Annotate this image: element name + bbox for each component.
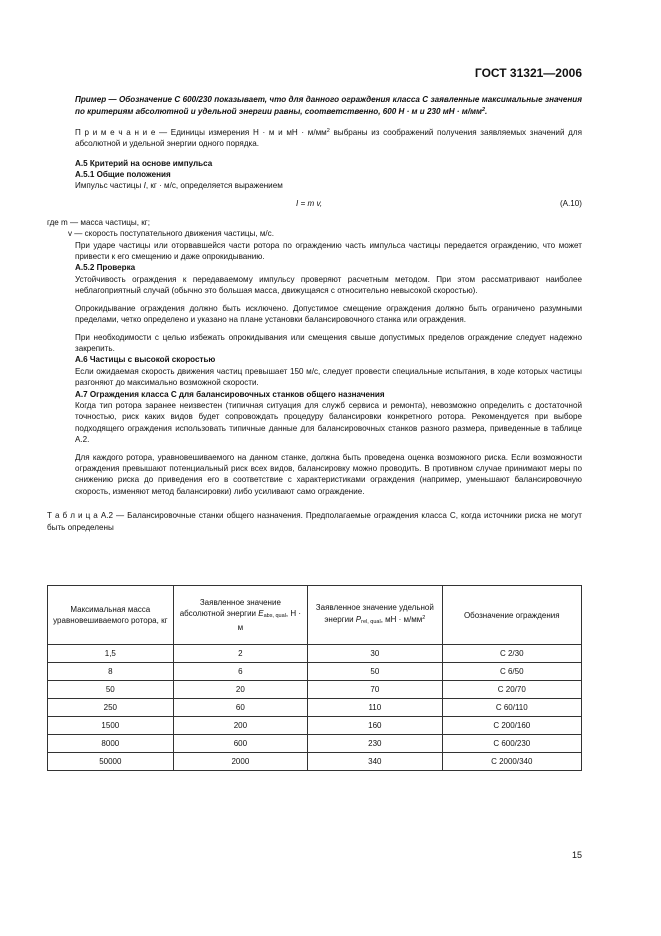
example-tail-end: . bbox=[485, 107, 488, 117]
table-caption-text: А.2 — Балансировочные станки общего назначения. Предполагаемые ограждения класса С, когда источники риска не могут быть определены bbox=[47, 511, 582, 532]
page-number: 15 bbox=[571, 850, 582, 860]
cell-mass: 8 bbox=[48, 663, 174, 681]
where-v-line: v — скорость поступательного движения частицы, м/с. bbox=[68, 229, 274, 239]
heading-a52: А.5.2 Проверка bbox=[75, 263, 136, 273]
table-a2 bbox=[47, 585, 582, 771]
cell-mass: 50 bbox=[48, 681, 174, 699]
note-text-after: выбраны из соображений получения заявляемых значений для абсолютной и удельной энергии одного порядка. bbox=[75, 127, 582, 149]
a5-paragraph-4: При необходимости с целью избежать опрокидывания или смещения свыше допустимых пределов ограждение следует надежно закрепить. bbox=[75, 332, 582, 353]
cell-designation: С 2/30 bbox=[442, 645, 581, 663]
a5-paragraph-3: Опрокидывание ограждения должно быть исключено. Допустимое смещение ограждения должно быть ограничено разумными пределами, четко определено и указано на плане установки балансировочного станка или ограждения. bbox=[75, 303, 582, 325]
header-rel-energy-before: Заявленное значение удельной энергии bbox=[315, 603, 434, 624]
cell-designation: С 6/50 bbox=[442, 663, 581, 681]
table-caption bbox=[47, 510, 582, 533]
cell-abs-energy: 6 bbox=[173, 663, 307, 681]
cell-designation: С 20/70 bbox=[442, 681, 581, 699]
cell-mass: 250 bbox=[48, 699, 174, 717]
table-row bbox=[48, 699, 582, 717]
cell-rel-energy: 30 bbox=[308, 645, 442, 663]
example-tail-sup: 2 bbox=[481, 107, 486, 114]
cell-rel-energy: 50 bbox=[308, 663, 442, 681]
cell-mass: 1,5 bbox=[48, 645, 174, 663]
cell-mass: 50000 bbox=[48, 753, 174, 771]
table-row bbox=[48, 717, 582, 735]
heading-a6: А.6 Частицы с высокой скоростью bbox=[75, 355, 216, 365]
cell-mass: 1500 bbox=[48, 717, 174, 735]
cell-designation: С 2000/340 bbox=[442, 753, 581, 771]
heading-a51: А.5.1 Общие положения bbox=[75, 170, 171, 180]
cell-abs-energy: 600 bbox=[173, 735, 307, 753]
table-row bbox=[48, 753, 582, 771]
impulse-intro-after: , кг · м/с, определяется выражением bbox=[145, 181, 283, 191]
note-sup: 2 bbox=[326, 127, 330, 134]
example-paragraph bbox=[75, 94, 582, 118]
document-code: ГОСТ 31321—2006 bbox=[474, 66, 582, 80]
cell-rel-energy: 230 bbox=[308, 735, 442, 753]
cell-designation: С 60/110 bbox=[442, 699, 581, 717]
table-header-row bbox=[48, 586, 582, 645]
heading-a7: А.7 Ограждения класса С для балансировочных станков общего назначения bbox=[75, 389, 385, 399]
cell-abs-energy: 2000 bbox=[173, 753, 307, 771]
cell-designation: С 200/160 bbox=[442, 717, 581, 735]
header-abs-energy-var: E bbox=[258, 609, 264, 618]
example-tail: 600 Н · м и 230 мН · м/мм bbox=[382, 107, 482, 117]
impulse-intro bbox=[75, 180, 582, 191]
formula-a10 bbox=[75, 198, 582, 211]
cell-abs-energy: 200 bbox=[173, 717, 307, 735]
header-abs-energy-before: Заявленное значение абсолютной энергии bbox=[179, 598, 281, 618]
header-rel-energy bbox=[308, 586, 442, 645]
impulse-intro-var: I bbox=[143, 181, 146, 191]
a7-paragraph-2: Для каждого ротора, уравновешиваемого на данном станке, должна быть проведена оценка возможного риска. Если возможности ограждения превышают потенциальный риск всех видов, балансировку можно проводить. В противном случае принимают меры по снижению риска до приведения его в соответствие с характеристиками ограждения (например, уменьшают балансировочную скорость, изменяют метод балансировки) либо усиливают само ограждение. bbox=[75, 452, 582, 496]
header-rel-energy-var: P bbox=[355, 615, 362, 624]
header-rel-energy-sup: 2 bbox=[422, 615, 426, 621]
heading-a5: А.5 Критерий на основе импульса bbox=[75, 158, 213, 168]
where-m-line: где m — масса частицы, кг; bbox=[47, 217, 150, 227]
header-rel-energy-after: , мН · м/мм bbox=[380, 615, 423, 624]
formula-number: (А.10) bbox=[559, 198, 582, 208]
cell-mass: 8000 bbox=[48, 735, 174, 753]
header-guard-designation: Обозначение ограждения bbox=[442, 586, 581, 645]
header-abs-energy-after: , Н · м bbox=[237, 609, 302, 632]
cell-abs-energy: 2 bbox=[173, 645, 307, 663]
note-label: П р и м е ч а н и е bbox=[75, 127, 156, 137]
header-rel-energy-sub: rel, qual bbox=[361, 619, 381, 625]
a5-paragraph-1: При ударе частицы или оторвавшейся части ротора по ограждению часть импульса частицы передается ограждению, что может привести к его смещению и даже опрокидыванию. bbox=[75, 240, 582, 262]
table-row bbox=[48, 681, 582, 699]
table-row bbox=[48, 663, 582, 681]
cell-abs-energy: 60 bbox=[173, 699, 307, 717]
header-max-mass: Максимальная масса уравновешиваемого ротора, кг bbox=[48, 586, 174, 645]
cell-rel-energy: 340 bbox=[308, 753, 442, 771]
example-lead: Пример — Обозначение С 600/230 показывает, что для данного ограждения класса С заявленные максимальные значения по критериям абсолютной и удельной энергии равны, соответственно, bbox=[75, 95, 582, 117]
cell-abs-energy: 20 bbox=[173, 681, 307, 699]
note-paragraph bbox=[75, 126, 582, 150]
a7-paragraph-1: Когда тип ротора заранее неизвестен (типичная ситуация для служб сервиса и ремонта), невозможно определить с достаточной точностью, риск каких видов будет сопровождать процедуру балансировки конкретного ротора. Рекомендуется при выборе подходящего ограждения использовать типичные данные для балансировочных станков разного размера, приведенные в таблице А.2. bbox=[75, 400, 582, 445]
cell-rel-energy: 160 bbox=[308, 717, 442, 735]
table-caption-label: Т а б л и ц а bbox=[47, 511, 98, 521]
header-abs-energy bbox=[173, 586, 307, 645]
impulse-intro-before: Импульс частицы bbox=[75, 181, 144, 191]
a5-paragraph-2: Устойчивость ограждения к передаваемому импульсу проверяют расчетным методом. При этом рассматривают наиболее неблагоприятный случай (обычно это большая масса, движущаяся с относительно невысокой скоростью). bbox=[75, 274, 582, 296]
header-abs-energy-sub: abs, qual bbox=[263, 613, 286, 619]
cell-rel-energy: 70 bbox=[308, 681, 442, 699]
formula-expression: I = m v, bbox=[296, 198, 323, 208]
cell-designation: С 600/230 bbox=[442, 735, 581, 753]
note-text-before: — Единицы измерения Н · м и мН · м/мм bbox=[155, 127, 327, 137]
a6-paragraph-1: Если ожидаемая скорость движения частиц превышает 150 м/с, следует провести специальные испытания, в ходе которых частицы разгоняют до максимально возможной скорости. bbox=[75, 366, 582, 388]
page-body bbox=[47, 94, 582, 533]
table-row bbox=[48, 735, 582, 753]
table-row bbox=[48, 645, 582, 663]
cell-rel-energy: 110 bbox=[308, 699, 442, 717]
